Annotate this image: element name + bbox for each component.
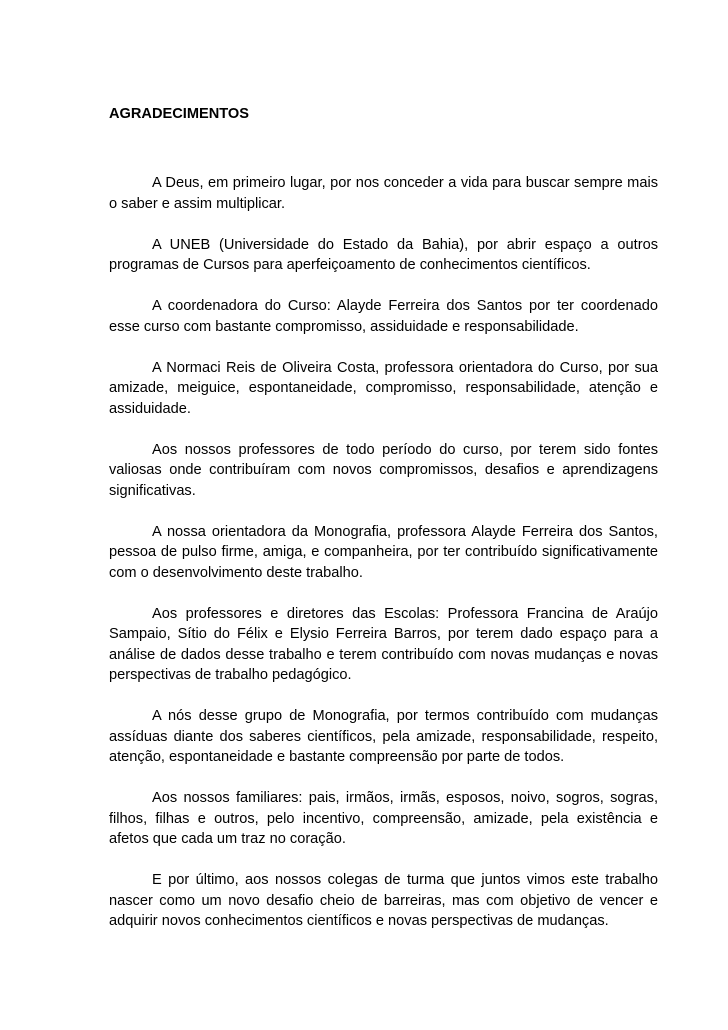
paragraph-professors: Aos nossos professores de todo período do curso, por terem sido fontes valiosas onde contribuíram com novos compromissos, desafios e aprendizagens significativas.	[109, 441, 658, 499]
paragraph-classmates: E por último, aos nossos colegas de turma que juntos vimos este trabalho nascer como um novo desafio cheio de barreiras, mas com objetivo de vencer e adquirir novos conhecimentos científicos e novas perspectivas de mudanças.	[109, 872, 658, 929]
paragraph-coordinator: A coordenadora do Curso: Alayde Ferreira dos Santos por ter coordenado esse curso com bastante compromisso, assiduidade e responsabilidade.	[109, 298, 658, 335]
paragraph-schools: Aos professores e diretores das Escolas: Professora Francina de Araújo Sampaio, Sítio do Félix e Elysio Ferreira Barros, por terem dado espaço para a análise de dados desse trabalho e terem contribuído com novas mudanças e novas perspectivas de trabalho pedagógico.	[109, 605, 658, 683]
acknowledgements-body	[109, 173, 658, 952]
paragraph-advisor: A Normaci Reis de Oliveira Costa, professora orientadora do Curso, por sua amizade, meiguice, espontaneidade, compromisso, responsabilidade, atenção e assiduidade.	[109, 359, 658, 417]
paragraph-god: A Deus, em primeiro lugar, por nos conceder a vida para buscar sempre mais o saber e assim multiplicar.	[109, 175, 658, 212]
page-title: AGRADECIMENTOS	[109, 106, 250, 122]
paragraph-group: A nós desse grupo de Monografia, por termos contribuído com mudanças assíduas diante dos saberes científicos, pela amizade, responsabilidade, respeito, atenção, espontaneidade e bastante compreensão por parte de todos.	[109, 708, 658, 765]
paragraph-uneb: A UNEB (Universidade do Estado da Bahia), por abrir espaço a outros programas de Cursos para aperfeiçoamento de conhecimentos científicos.	[109, 236, 658, 273]
paragraph-monograph-advisor: A nossa orientadora da Monografia, professora Alayde Ferreira dos Santos, pessoa de pulso firme, amiga, e companheira, por ter contribuído significativamente com o desenvolvimento deste trabalho.	[109, 523, 658, 581]
paragraph-family: Aos nossos familiares: pais, irmãos, irmãs, esposos, noivo, sogros, sogras, filhos, filhas e outros, pelo incentivo, compreensão, amizade, pela existência e afetos que cada um traz no coração.	[109, 790, 658, 847]
